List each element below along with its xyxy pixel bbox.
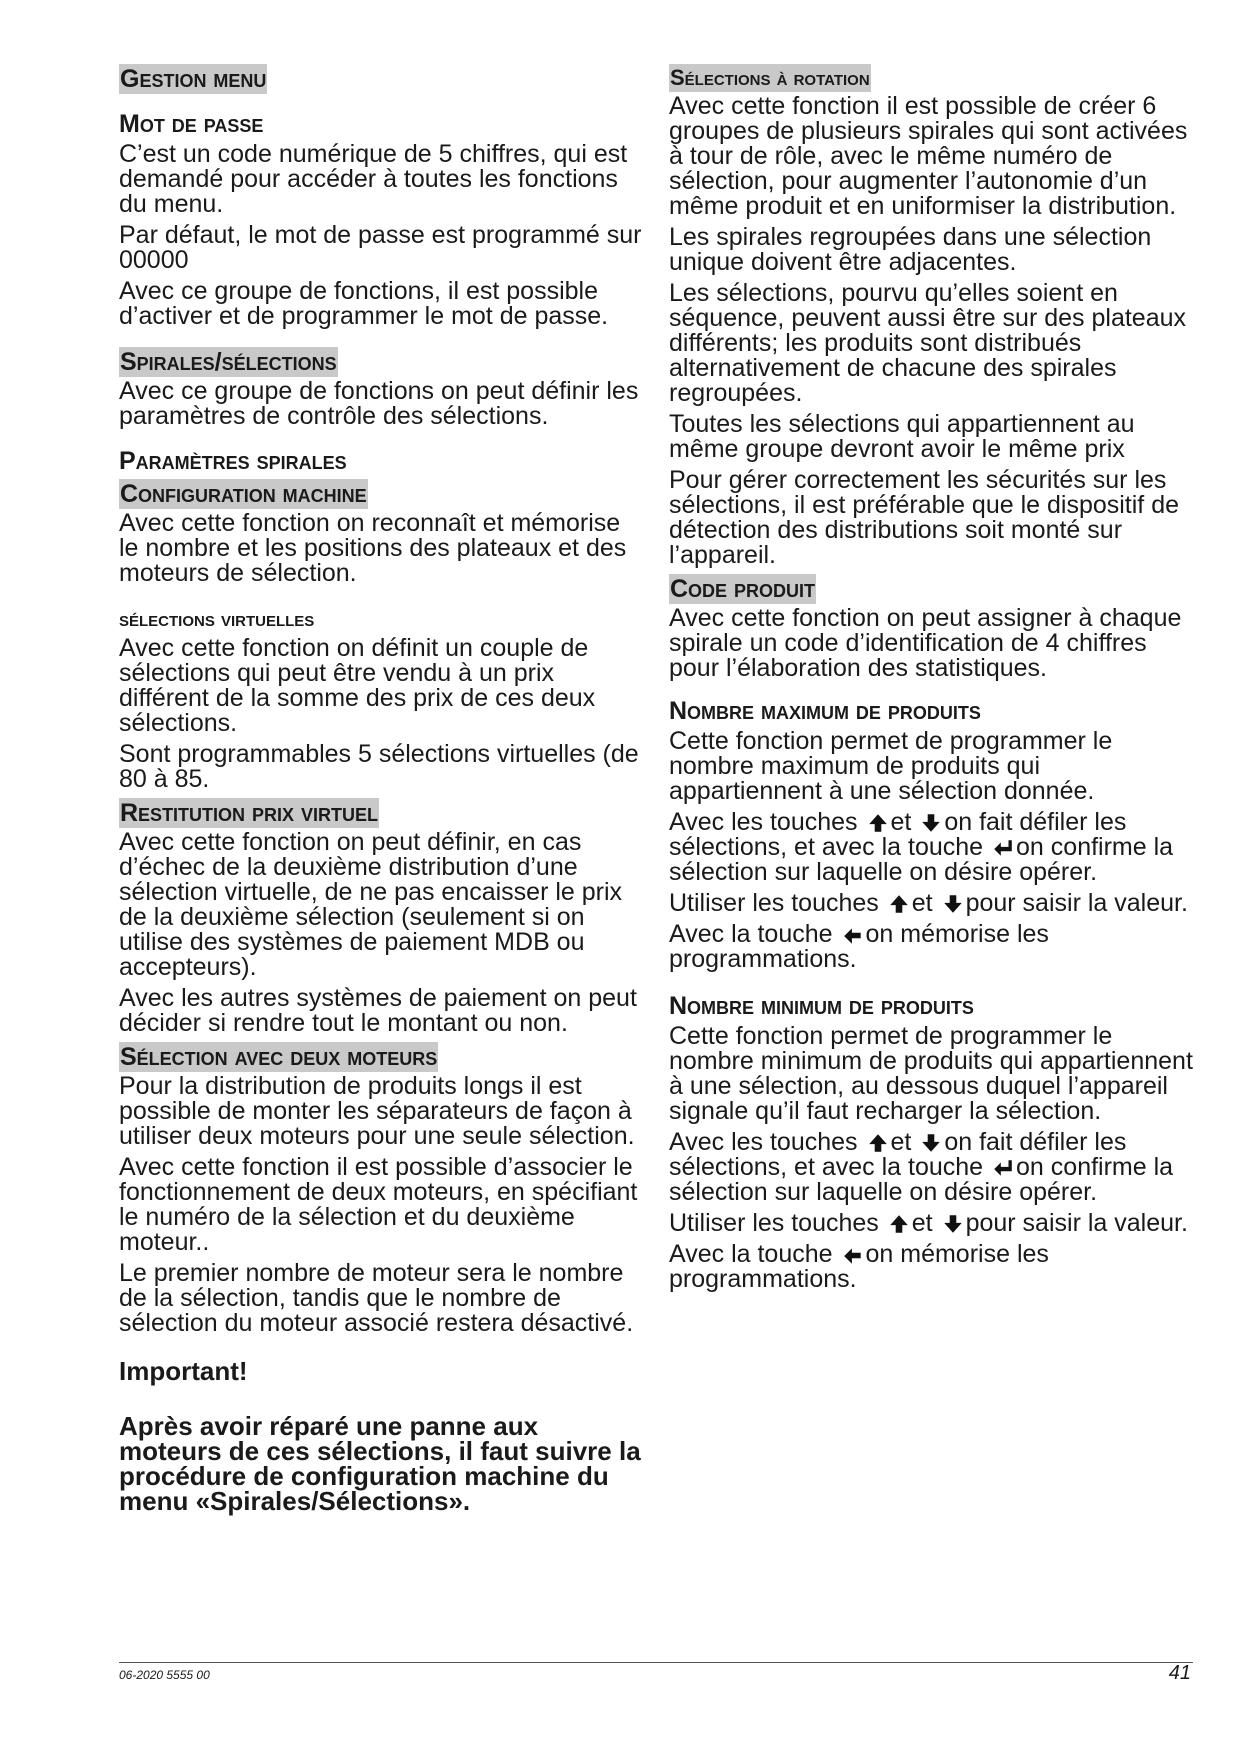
arrow-up-icon bbox=[867, 1132, 889, 1154]
footer-divider bbox=[119, 1662, 1193, 1663]
section-title-selection-deux-moteurs: Sélection avec deux moteurs bbox=[120, 1043, 438, 1071]
heading-mot-de-passe: Mot de passe bbox=[119, 110, 264, 138]
section-title-restitution-prix-virtuel: Restitution prix virtuel bbox=[120, 799, 378, 827]
right-column bbox=[669, 64, 1199, 1298]
back-arrow-icon bbox=[842, 924, 864, 946]
heading-parametres-spirales: Paramètres spirales bbox=[119, 447, 347, 475]
paragraph: Sont programmables 5 sélections virtuelles (de 80 à 85. bbox=[119, 740, 639, 793]
paragraph: Cette fonction permet de programmer le nombre minimum de produits qui appartiennent à une sélection, au dessous duquel l’appareil signale qu’il faut recharger la sélection. bbox=[669, 1022, 1193, 1125]
paragraph-keys: Avec les touches et on fait défiler les sélections, et avec la touche on confirme la sélection sur laquelle on désire opérer. bbox=[669, 1128, 1174, 1206]
paragraph-keys: Avec la touche on mémorise les programmations. bbox=[669, 920, 1049, 973]
arrow-up-icon bbox=[888, 893, 910, 915]
paragraph: Avec cette fonction on peut définir, en cas d’échec de la deuxième distribution d’une sélection virtuelle, de ne pas encaisser le prix de la deuxième sélection (seulement si on utilise des systèmes de paiement MDB ou accepteurs). bbox=[119, 828, 623, 981]
paragraph: Toutes les sélections qui appartiennent au même groupe devront avoir le même prix bbox=[669, 410, 1135, 463]
left-column bbox=[119, 64, 645, 1514]
paragraph: C’est un code numérique de 5 chiffres, qui est demandé pour accéder à toutes les fonctions du menu. bbox=[119, 140, 628, 218]
paragraph: Pour gérer correctement les sécurités sur les sélections, il est préférable que le dispositif de détection des distributions soit monté sur l’appareil. bbox=[669, 466, 1180, 569]
arrow-down-icon bbox=[942, 893, 964, 915]
paragraph-keys: Utiliser les touches et pour saisir la valeur. bbox=[669, 889, 1188, 917]
paragraph: Avec cette fonction on peut assigner à chaque spirale un code d’identification de 4 chiffres pour l’élaboration des statistiques. bbox=[669, 604, 1182, 682]
section-title-code-produit: Code produit bbox=[670, 575, 816, 603]
paragraph: Avec cette fonction on définit un couple de sélections qui peut être vendu à un prix différent de la somme des prix de ces deux sélections. bbox=[119, 634, 596, 737]
footer-doc-code: 06-2020 5555 00 bbox=[119, 1668, 210, 1682]
section-title-configuration-machine: Configuration machine bbox=[120, 480, 367, 508]
paragraph: Pour la distribution de produits longs il est possible de monter les séparateurs de façon à utiliser deux moteurs pour une seule sélection. bbox=[119, 1072, 635, 1150]
paragraph: Avec les autres systèmes de paiement on peut décider si rendre tout le montant ou non. bbox=[119, 984, 637, 1037]
paragraph: Cette fonction permet de programmer le nombre maximum de produits qui appartiennent à une sélection donnée. bbox=[669, 727, 1113, 805]
paragraph: Le premier nombre de moteur sera le nombre de la sélection, tandis que le nombre de sélection du moteur associé restera désactivé. bbox=[119, 1259, 634, 1337]
important-title: Important! bbox=[119, 1356, 248, 1386]
paragraph-keys: Avec la touche on mémorise les programmations. bbox=[669, 1240, 1049, 1293]
paragraph: Avec ce groupe de fonctions, il est possible d’activer et de programmer le mot de passe. bbox=[119, 277, 609, 330]
arrow-down-icon bbox=[920, 1132, 942, 1154]
heading-selections-virtuelles: sélections virtuelles bbox=[119, 606, 315, 631]
paragraph: Par défaut, le mot de passe est programmé sur 00000 bbox=[119, 221, 642, 274]
paragraph-keys: Avec les touches et on fait défiler les sélections, et avec la touche on confirme la sélection sur laquelle on désire opérer. bbox=[669, 808, 1174, 886]
page-number: 41 bbox=[1168, 1662, 1191, 1684]
arrow-down-icon bbox=[920, 812, 942, 834]
section-title-selections-rotation: Sélections à rotation bbox=[670, 65, 870, 90]
back-arrow-icon bbox=[842, 1244, 864, 1266]
heading-nombre-maximum: Nombre maximum de produits bbox=[669, 697, 981, 725]
section-title-gestion-menu: Gestion menu bbox=[120, 65, 267, 93]
paragraph: Avec cette fonction il est possible d’associer le fonctionnement de deux moteurs, en spécifiant le numéro de la sélection et du deuxième moteur.. bbox=[119, 1153, 638, 1256]
paragraph: Avec cette fonction on reconnaît et mémorise le nombre et les positions des plateaux et des moteurs de sélection. bbox=[119, 509, 627, 587]
important-text: Après avoir réparé une panne aux moteurs de ces sélections, il faut suivre la procédure de configuration machine du menu «Spirales/Sélections». bbox=[119, 1411, 641, 1516]
paragraph: Les sélections, pourvu qu’elles soient en séquence, peuvent aussi être sur des plateaux différents; les produits sont distribués alternativement de chacune des spirales regroupées. bbox=[669, 279, 1187, 407]
section-title-spirales-selections: Spirales/sélections bbox=[120, 348, 337, 376]
enter-key-icon bbox=[992, 837, 1014, 859]
paragraph: Avec ce groupe de fonctions on peut définir les paramètres de contrôle des sélections. bbox=[119, 377, 639, 430]
paragraph: Les spirales regroupées dans une sélection unique doivent être adjacentes. bbox=[669, 223, 1152, 276]
arrow-down-icon bbox=[942, 1213, 964, 1235]
paragraph: Avec cette fonction il est possible de créer 6 groupes de plusieurs spirales qui sont activées à tour de rôle, avec le même numéro de sélection, pour augmenter l’autonomie d’un même produit et en uniformiser la distribution. bbox=[669, 92, 1188, 220]
heading-nombre-minimum: Nombre minimum de produits bbox=[669, 992, 974, 1020]
paragraph-keys: Utiliser les touches et pour saisir la valeur. bbox=[669, 1209, 1188, 1237]
enter-key-icon bbox=[992, 1157, 1014, 1179]
arrow-up-icon bbox=[867, 812, 889, 834]
arrow-up-icon bbox=[888, 1213, 910, 1235]
